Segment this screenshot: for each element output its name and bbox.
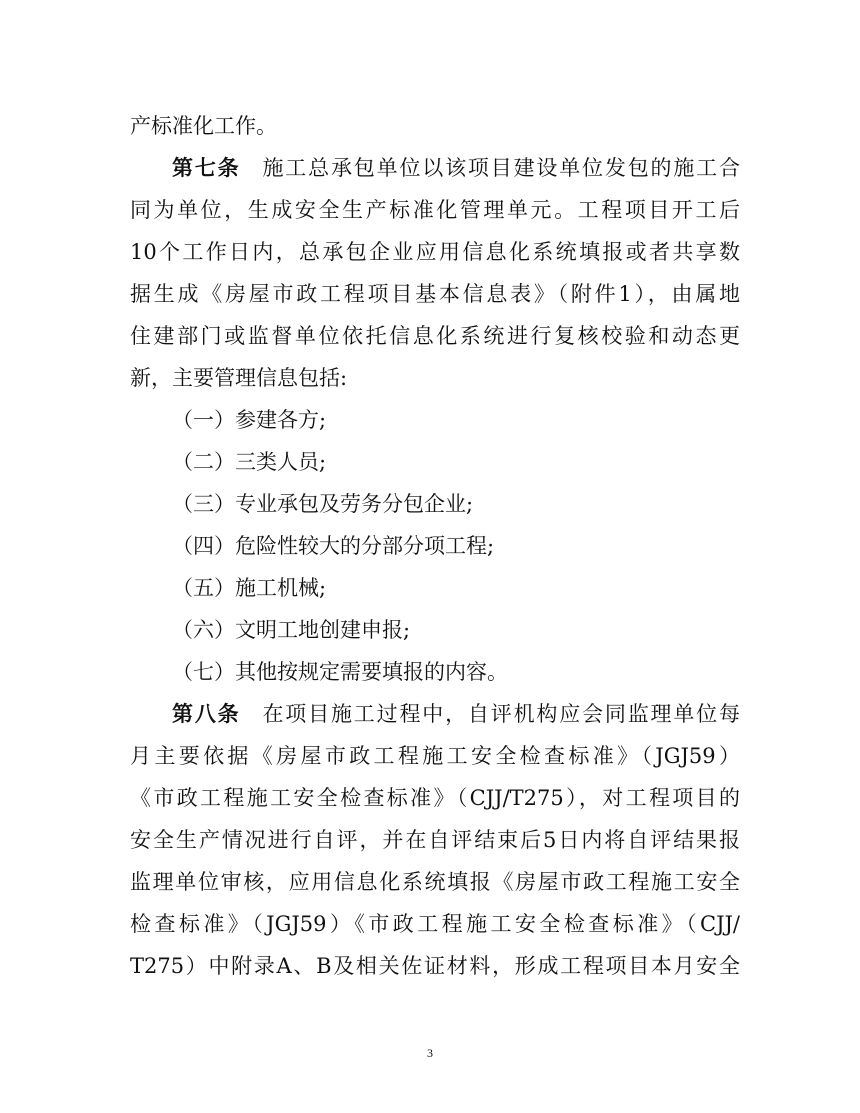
- list-item: （七）其他按规定需要填报的内容。: [172, 660, 508, 684]
- text-line: 同为单位，生成安全生产标准化管理单元。工程项目开工后: [130, 198, 740, 222]
- text-line: 新，主要管理信息包括:: [130, 366, 348, 390]
- list-item: （六）文明工地创建申报;: [172, 618, 411, 642]
- text-line: 月主要依据《房屋市政工程施工安全检查标准》（JGJ59）: [130, 744, 740, 768]
- text-line: 住建部门或监督单位依托信息化系统进行复核校验和动态更: [130, 324, 740, 348]
- article-7-first-line: [172, 153, 740, 183]
- page-number: 3: [427, 1046, 433, 1060]
- text-line: 安全生产情况进行自评，并在自评结束后5日内将自评结果报: [130, 828, 740, 852]
- list-item: （五）施工机械;: [172, 576, 327, 600]
- article-7-label: 第七条: [172, 155, 241, 180]
- text-line: 监理单位审核，应用信息化系统填报《房屋市政工程施工安全: [130, 870, 740, 894]
- text-line: 产标准化工作。: [130, 114, 277, 138]
- text-line: 据生成《房屋市政工程项目基本信息表》（附件1），由属地: [130, 282, 740, 306]
- article-8-first-line: [172, 699, 740, 729]
- text-line: 检查标准》（JGJ59）《市政工程施工安全检查标准》（CJJ/: [130, 912, 740, 936]
- article-8-label: 第八条: [172, 701, 241, 726]
- list-item: （二）三类人员;: [172, 450, 327, 474]
- text-line: T275）中附录A、B及相关佐证材料，形成工程项目本月安全: [130, 954, 740, 978]
- text-line: 《市政工程施工安全检查标准》（CJJ/T275），对工程项目的: [130, 786, 740, 810]
- text-line: 10个工作日内，总承包企业应用信息化系统填报或者共享数: [130, 240, 740, 264]
- list-item: （三）专业承包及劳务分包企业;: [172, 492, 474, 516]
- text-line: 施工总承包单位以该项目建设单位发包的施工合: [262, 156, 741, 180]
- list-item: （四）危险性较大的分部分项工程;: [172, 534, 495, 558]
- text-line: 在项目施工过程中，自评机构应会同监理单位每: [262, 702, 741, 726]
- list-item: （一）参建各方;: [172, 408, 327, 432]
